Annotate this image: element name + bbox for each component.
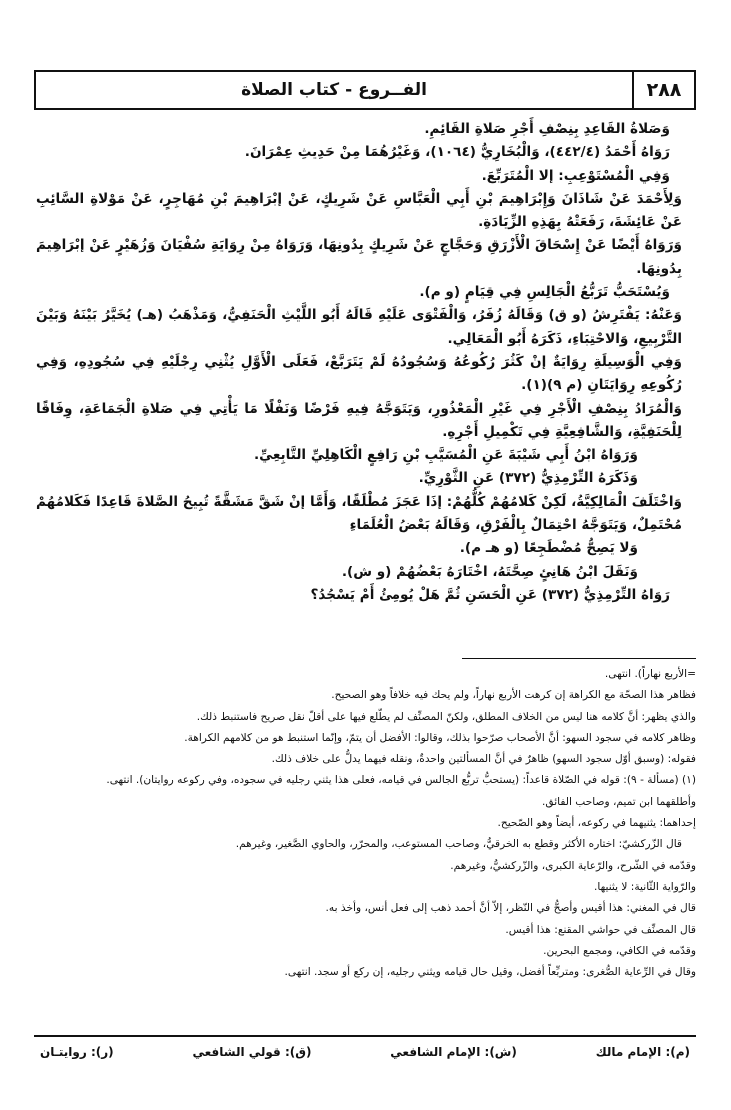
main-paragraph: وَفِي الْمُسْتَوْعِبِ: إلا الْمُتَرَبِّعَ. <box>481 167 670 184</box>
main-paragraph: وَاخْتَلَفَ الْمَالِكِيَّةُ، لَكِنْ كَلامُهُمْ كُلُّهُمْ: إذَا عَجَزَ مُطْلَقًا، وَأَمَّا إنْ شَقَّ مَشَقَّةً تُبِيحُ الصَّلاةَ قَاعِدًا فَكَلامُهُمْ مُحْتَمِلٌ، وَيَتَوَجَّهُ احْتِمَالٌ بِالْفَرْقِ، وَقَالَهُ بَعْضُ الْعُلَمَاءِ <box>36 493 682 534</box>
footnote-line: وقال في الرِّعاية الصُّغرى: ومتربِّعاً أفضل، وقيل حال قيامه ويثني رجليه، إن ركع أو سجد. انتهى. <box>284 966 696 979</box>
main-paragraph: وَلِأَحْمَدَ عَنْ شَاذَانَ وَإِبْرَاهِيمَ بْنِ أَبِي الْعَبَّاسِ عَنْ شَرِيكٍ، عَنْ إبْرَاهِيمَ بْنِ مُهَاجِرٍ، عَنْ مَوْلاةِ السَّائِبِ عَنْ عَائِشَةَ، رَفَعَتْهُ بِهَذِهِ الزِّيَادَةِ. <box>36 190 682 231</box>
abbr-shafii: (ش): الإمام الشافعي <box>390 1045 517 1059</box>
main-paragraph: وَعَنْهُ: يَفْتَرِشُ (و ق) وَقَالَهُ زُفَرُ، وَالْفَتْوَى عَلَيْهِ قَالَهُ أَبُو اللَّيْثِ الْحَنَفِيُّ، وَمَذْهَبُ (هـ) يُخَيَّرُ بَيْنَهُ وَبَيْنَ التَّرْبِيعِ، وَالاحْتِبَاءِ، ذَكَرَهُ أَبُو الْمَعَالِي. <box>36 307 682 347</box>
abbr-shafii-two-views: (ق): قولي الشافعي <box>192 1045 312 1059</box>
abbreviations-footer <box>40 1040 690 1064</box>
abbr-malik: (م): الإمام مالك <box>595 1045 690 1059</box>
footnote-line: قال المصنِّف في حواشي المقنع: هذا أقيس. <box>505 923 696 936</box>
footnote-line: والذي يظهر: أنَّ كلامه هنا ليس من الخلاف المطلق، ولكنّ المصنِّف لم يطّلع فيها على أقلّ نقل صريح فاستنبط ذلك. <box>196 710 696 723</box>
footnote-line: وأطلقهما ابن تميم، وصاحب الفائق. <box>542 795 696 808</box>
footnote-line: والرّواية الثّانية: لا يثنيها. <box>594 880 696 893</box>
main-paragraph: رَوَاهُ التِّرْمِذِيُّ (٣٧٢) عَنِ الْحَسَنِ ثُمَّ هَلْ يُومِئُ أَمْ يَسْجُدُ؟ <box>310 586 670 603</box>
abbr-two-narrations: (ر): روايتـان <box>40 1045 114 1059</box>
main-paragraph: وَذَكَرَهُ التِّرْمِذِيُّ (٣٧٢) عَنِ الثَّوْرِيِّ. <box>418 470 638 487</box>
footnotes <box>36 664 696 983</box>
footnote-line: قال في المغني: هذا أقيس وأصحُّ في النّظر، إلاّ أنَّ أحمد ذهب إلى فعل أنس، وأخذ به. <box>325 902 696 915</box>
footer-rule <box>34 1035 696 1037</box>
footnote-separator <box>462 658 696 659</box>
main-paragraph: وَرَوَاهُ أَيْضًا عَنْ إِسْحَاقَ الْأَزْرَقِ وَحَجَّاجٍ عَنْ شَرِيكٍ بِدُونِهَا، وَرَوَاهُ مِنْ رِوَايَةِ سُفْيَانَ وَزُهَيْرٍ عَنْ إبْرَاهِيمَ بِدُونِهَا. <box>36 237 682 277</box>
footnote-line: =الأربع نهاراً). انتهى. <box>604 668 696 680</box>
page-header <box>34 70 696 110</box>
footnote-line: إحداهما: يثنيهما في ركوعه، أيضاً وهو الصّحيح. <box>497 817 696 830</box>
running-title: الفــروع - كتاب الصلاة <box>241 80 427 100</box>
main-paragraph: وَلا يَصِحُّ مُضْطَجِعًا (و هـ م). <box>459 540 638 557</box>
main-paragraph: وَيُسْتَحَبُّ تَرَبُّعُ الْجَالِسِ فِي قِيَامٍ (و م). <box>419 284 670 301</box>
main-paragraph: وَرَوَاهُ ابْنُ أَبِي شَيْبَةَ عَنِ الْمُسَيَّبِ بْنِ رَافِعٍ الْكَاهِلِيِّ التَّابِعِيِّ. <box>253 447 638 464</box>
footnote-line: وظاهر كلامه في سجود السهو: أنَّ الأصحاب صرّحوا بذلك، وقالوا: الأفضل أن يتمّ، وإنّما استنبط هو من كلامهم الكراهة. <box>184 731 696 744</box>
footnote-line: فقوله: (وسبق أوّل سجود السهو) ظاهرٌ في أنَّ المسألتين واحدةٌ، ونقله فيهما يدلُّ على خلاف ذلك. <box>271 753 696 766</box>
main-paragraph: رَوَاهُ أَحْمَدُ (٤٤٢/٤)، وَالْبُخَارِيُّ (١٠٦٤)، وَغَيْرُهُمَا مِنْ حَدِيثِ عِمْرَانَ. <box>244 144 670 161</box>
main-text <box>36 118 696 607</box>
main-paragraph: وَالْمُرَادُ بِنِصْفِ الْأَجْرِ فِي غَيْرِ الْمَعْذُورِ، وَيَتَوَجَّهُ فِيهِ فَرْضًا وَنَفْلًا مَا يَأْتِي فِي صَلاةِ الْجَمَاعَةِ، وِفَاقًا لِلْحَنَفِيَّةِ، وَالشَّافِعِيَّةِ فِي تَكْمِيلِ أَجْرِهِ. <box>36 400 682 440</box>
main-paragraph: وَصَلاةُ القَاعِدِ بِنِصْفِ أَجْرِ صَلاةِ القَائِمِ. <box>424 121 670 137</box>
footnote-line: وقدّمه في الكافي، ومجمع البحرين. <box>543 944 696 957</box>
page-number: ٢٨٨ <box>632 72 694 108</box>
footnote-line: فظاهر هذا الصحّة مع الكراهة إن كرهت الأربع نهاراً، ولم يحك فيه خلافاً وهو الصحيح. <box>331 689 696 702</box>
footnote-line: (١) (مسألة - ٩): قوله في الصّلاة قاعداً: (يستحبُّ تربُّع الجالس في قيامه، فعلى هذا يثني رجليه في سجوده، وفي ركوعه روايتان). انتهى. <box>106 774 696 787</box>
main-paragraph: وَفِي الْوَسِيلَةِ رِوَايَةٌ إنْ كَثُرَ رُكُوعُهُ وَسُجُودُهُ لَمْ يَتَرَبَّعْ، فَعَلَى الْأَوَّلِ يُثْنِي رِجْلَيْهِ فِي سُجُودِهِ، وَفِي رُكُوعِهِ رِوَايَتَانِ (م ٩)(١). <box>36 353 682 394</box>
footnote-line: وقدّمه في الشّرح، والرّعاية الكبرى، والزّركشيُّ، وغيرهم. <box>450 859 696 872</box>
main-paragraph: وَنَقَلَ ابْنُ هَانِئٍ صِحَّتَهُ، اخْتَارَهُ بَعْضُهُمْ (و ش). <box>341 563 638 580</box>
footnote-line: قال الزّركشيّ: اختاره الأكثر وقطع به الخرقيُّ، وصاحب المستوعب، والمحرّر، والحاوي الصَّغير، وغيرهم. <box>235 838 682 851</box>
